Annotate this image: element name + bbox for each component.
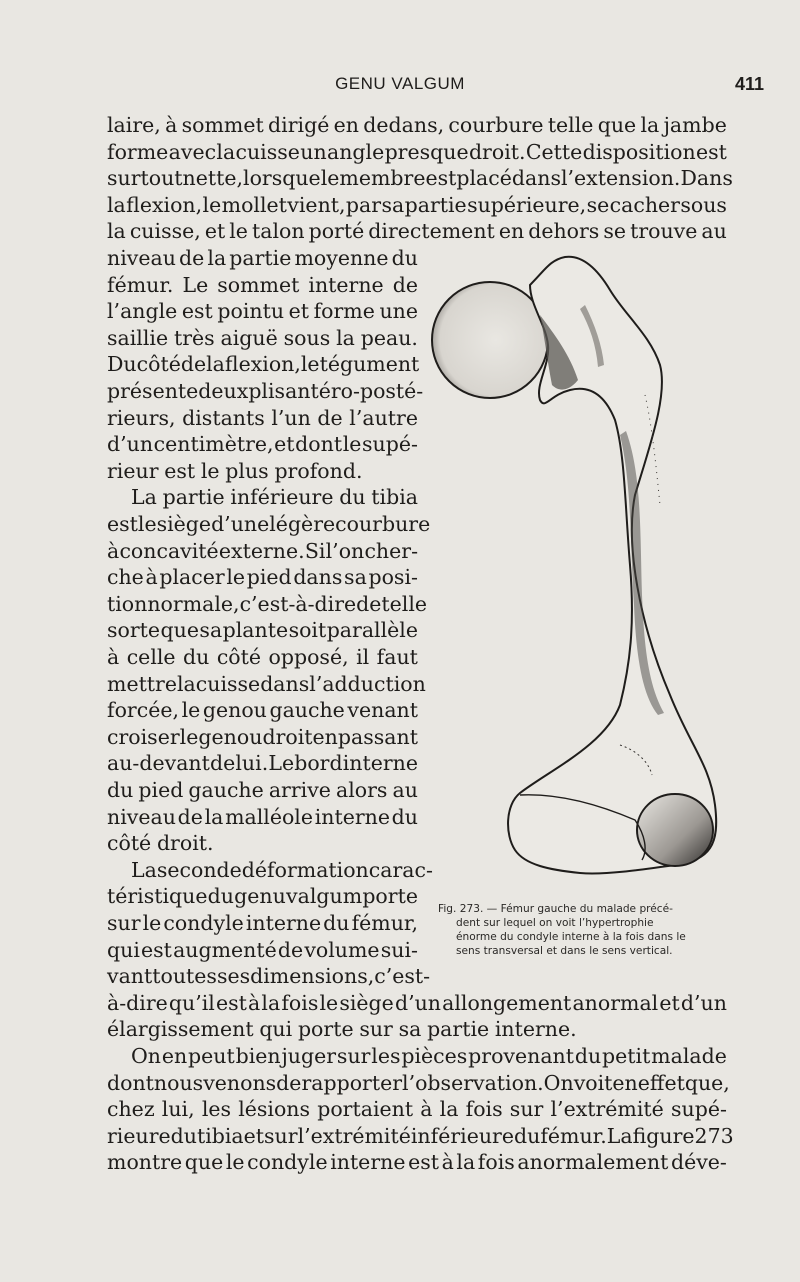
page-number: 411 [734, 74, 764, 94]
text-line: rieurs, distants l’un de l’autre [107, 405, 418, 430]
text-line: à celle du côté opposé, il faut [107, 645, 418, 669]
text-line: rieur est le plus profond. [107, 458, 363, 483]
text-line: On en peut bien juger sur les pièces provenant du petit malade [131, 1044, 727, 1068]
running-head-title: GENU VALGUM [335, 74, 465, 93]
text-line: sur le condyle interne du fémur, [107, 911, 418, 935]
text-line: fémur. Le sommet interne de [107, 272, 418, 297]
text-line: téristique du genu valgum porte [107, 884, 418, 909]
text-line: l’angle est pointu et forme une [107, 299, 418, 324]
text-line: che à placer le pied dans sa posi- [107, 565, 418, 590]
text-line: croiser le genou droit en passant [107, 724, 418, 749]
text-line: rieure du tibia et sur l’extrémité inférieure du fémur. La figure 273 [107, 1123, 734, 1148]
text-line: est le siège d’une légère courbure [107, 512, 431, 536]
text-line: chez lui, les lésions portaient à la fois sur l’extrémité supé- [107, 1097, 727, 1122]
text-line: laire, à sommet dirigé en dedans, courbure telle que la jambe [107, 113, 727, 137]
text-line: la cuisse, et le talon porté directement en dehors se trouve au [107, 219, 727, 244]
text-line: La seconde déformation carac- [131, 857, 433, 882]
text-line: niveau de la partie moyenne du [107, 246, 418, 270]
text-line: au-devant de lui. Le bord interne [107, 751, 418, 776]
text-line: montre que le condyle interne est à la fois anormalement déve- [107, 1150, 727, 1175]
text-line: côté droit. [107, 831, 214, 856]
femur-illustration [420, 245, 730, 900]
text-line: Du côté de la flexion, le tégument [107, 352, 420, 377]
text-line: La partie inférieure du tibia [131, 485, 418, 510]
text-line: à concavité externe. Si l’on cher- [107, 538, 418, 563]
text-line: dont nous venons de rapporter l’observation. On voit en effet que, [107, 1070, 730, 1095]
text-line: présente deux plis antéro-posté- [107, 379, 424, 403]
text-line: élargissement qui porte sur sa partie interne. [107, 1017, 577, 1042]
text-line: du pied gauche arrive alors au [107, 778, 418, 802]
text-line: à-dire qu’il est à la fois le siège d’un allongement anormal et d’un [107, 990, 727, 1015]
text-line: forcée, le genou gauche venant [107, 698, 418, 723]
text-line: qui est augmenté de volume sui- [107, 937, 418, 962]
text-line: saillie très aiguë sous la peau. [107, 325, 418, 350]
caption-line: dent sur lequel on voit l’hypertrophie [456, 917, 654, 929]
text-line: surtout nette, lorsque le membre est placé dans l’extension. Dans [107, 166, 733, 191]
text-line: tion normale, c’est-à-dire de telle [107, 591, 428, 616]
text-line: vant toutes ses dimensions, c’est- [107, 964, 431, 989]
text-line: mettre la cuisse dans l’adduction [107, 671, 426, 696]
caption-line: Fig. 273. — Fémur gauche du malade précé- [438, 903, 673, 915]
caption-line: sens transversal et dans le sens vertical. [456, 945, 673, 957]
text-line: niveau de la malléole interne du [107, 804, 418, 829]
text-line: la flexion, le mollet vient, par sa partie supérieure, se cacher sous [107, 192, 727, 217]
text-line: d’un centimètre, et dont le supé- [107, 432, 418, 457]
text-line: forme avec la cuisse un angle presque droit. Cette disposition est [107, 139, 727, 164]
caption-line: énorme du condyle interne à la fois dans le [456, 931, 686, 943]
figure-caption [438, 902, 728, 958]
text-line: sorte que sa plante soit parallèle [107, 618, 418, 643]
